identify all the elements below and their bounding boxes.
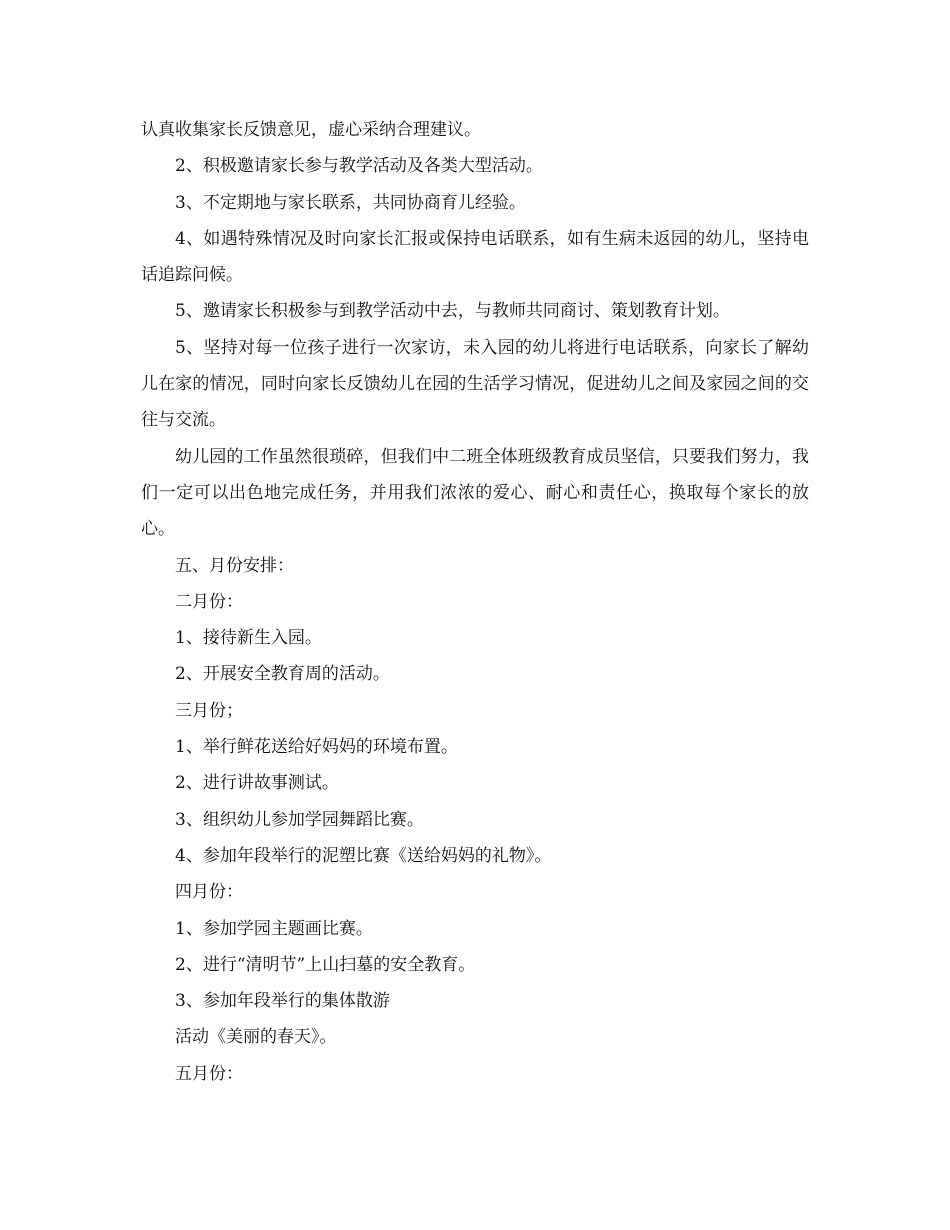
list-item: 4、参加年段举行的泥塑比赛《送给妈妈的礼物》。 bbox=[175, 845, 552, 866]
list-item: 2、开展安全教育周的活动。 bbox=[175, 664, 390, 685]
paragraph: 5、邀请家长积极参与到教学活动中去，与教师共同商讨、策划教育计划。 bbox=[175, 301, 730, 322]
list-item: 3、参加年段举行的集体散游 bbox=[175, 991, 390, 1012]
list-item: 1、接待新生入园。 bbox=[175, 628, 322, 649]
paragraph: 幼儿园的工作虽然很琐碎，但我们中二班全体班级教育成员坚信，只要我们努力，我们一定可以出色地完成任务，并用我们浓浓的爱心、耐心和责任心，换取每个家长的放心。 bbox=[141, 446, 809, 540]
month-heading: 五月份： bbox=[175, 1063, 243, 1084]
paragraph: 3、不定期地与家长联系，共同协商育儿经验。 bbox=[175, 192, 526, 213]
list-item: 2、进行“清明节”上山扫墓的安全教育。 bbox=[175, 954, 476, 975]
list-item-continuation: 活动《美丽的春天》。 bbox=[175, 1027, 337, 1048]
list-item: 1、参加学园主题画比赛。 bbox=[175, 918, 373, 939]
paragraph: 2、积极邀请家长参与教学活动及各类大型活动。 bbox=[175, 156, 543, 177]
paragraph: 4、如遇特殊情况及时向家长汇报或保持电话联系，如有生病未返园的幼儿，坚持电话追踪问候。 bbox=[141, 228, 809, 286]
document-body bbox=[141, 112, 809, 1092]
list-item: 2、进行讲故事测试。 bbox=[175, 773, 339, 794]
section-heading: 五、月份安排： bbox=[175, 555, 294, 576]
month-heading: 四月份： bbox=[175, 882, 243, 903]
month-heading: 二月份： bbox=[175, 591, 243, 612]
list-item: 3、组织幼儿参加学园舞蹈比赛。 bbox=[175, 809, 424, 830]
paragraph: 5、坚持对每一位孩子进行一次家访，未入园的幼儿将进行电话联系，向家长了解幼儿在家的情况，同时向家长反馈幼儿在园的生活学习情况，促进幼儿之间及家园之间的交往与交流。 bbox=[141, 337, 809, 431]
month-heading: 三月份； bbox=[175, 700, 243, 721]
list-item: 1、举行鲜花送给好妈妈的环境布置。 bbox=[175, 737, 458, 758]
paragraph: 认真收集家长反馈意见，虚心采纳合理建议。 bbox=[141, 120, 481, 140]
